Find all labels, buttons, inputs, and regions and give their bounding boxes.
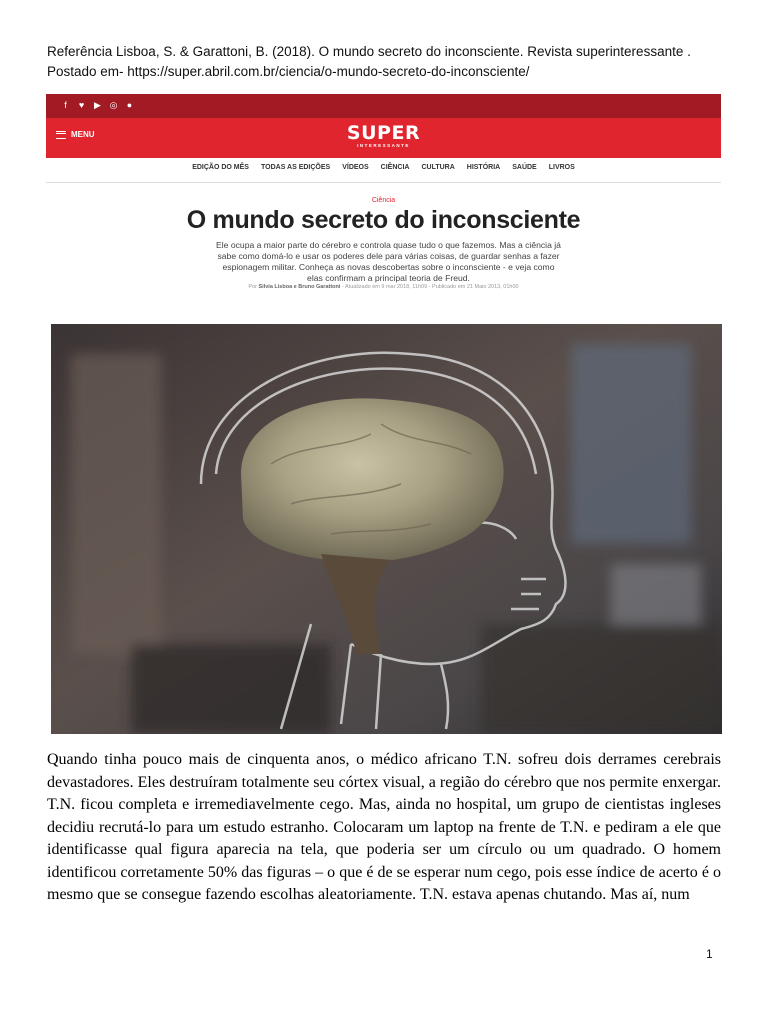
youtube-icon[interactable]: ▶	[94, 100, 101, 110]
nav-item-cultura[interactable]: CULTURA	[421, 164, 455, 171]
spotify-icon[interactable]: ●	[126, 100, 133, 110]
article-body-text: Quando tinha pouco mais de cinquenta anos, o médico africano T.N. sofreu dois derrames cerebrais devastadores. Eles destruíram totalmente seu córtex visual, a região do cérebro que nos permite enxergar. T.N. ficou completa e irremediavelmente cego. Mas, ainda no hospital, um grupo de cientistas ingleses decidiu recrutá-lo para um estudo estranho. Colocaram um laptop na frente de T.N. e pediram a ele que identificasse qual figura aparecia na tela, que poderia ser um círculo ou um quadrado. O homem identificou corretamente 50% das figuras – o que é de se esperar num cego, pois esse índice de acerto é o mesmo que se consegue fazendo escolhas aleatoriamente. T.N. estava apenas chutando. Mas aí, num	[47, 751, 721, 903]
nav-item-todas-as-edicoes[interactable]: TODAS AS EDIÇÕES	[260, 164, 331, 171]
nav-item-ciencia[interactable]: CIÊNCIA	[380, 164, 410, 171]
reference-citation: Referência Lisboa, S. & Garattoni, B. (2018). O mundo secreto do inconsciente. Revista superinteressante . Postado em- https://super.abril.com.br/ciencia/o-mundo-secreto-do-inconsciente/	[47, 44, 691, 79]
facebook-icon[interactable]: f	[64, 100, 67, 110]
article-lede: Ele ocupa a maior parte do cérebro e controla quase tudo o que fazemos. Mas a ciência já sabe como domá-lo e usar os poderes dele para várias coisas, de guardar senhas a fazer espionagem militar. Conheça as novas descobertas sobre o inconsciente - e veja como elas confirmam a principal teoria de Freud.	[216, 240, 561, 283]
header-bar	[46, 118, 721, 158]
main-nav	[46, 164, 721, 171]
brain-in-wire-skull-image	[51, 324, 722, 734]
nav-divider	[46, 182, 721, 183]
byline-dates: - Atualizado em 9 mar 2018, 11h09 - Publicado em 21 Maio 2013, 01h00	[340, 284, 519, 290]
nav-item-edicao-do-mes[interactable]: EDIÇÃO DO MÊS	[192, 164, 249, 171]
nav-item-historia[interactable]: HISTÓRIA	[466, 164, 501, 171]
instagram-icon[interactable]: ◎	[109, 100, 118, 110]
article-byline	[46, 284, 721, 290]
super-logo[interactable]	[46, 123, 721, 149]
nav-item-videos[interactable]: VÍDEOS	[342, 164, 369, 171]
twitter-icon[interactable]: ♥	[78, 100, 85, 110]
byline-authors[interactable]: Sílvia Lisboa e Bruno Garattoni	[258, 284, 341, 290]
logo-main: SUPER	[346, 122, 421, 144]
article-headline: O mundo secreto do inconsciente	[186, 206, 581, 234]
article-category[interactable]: Ciência	[371, 197, 396, 204]
byline-prefix: Por	[248, 284, 259, 290]
nav-item-livros[interactable]: LIVROS	[548, 164, 575, 171]
top-bar	[46, 94, 721, 118]
logo-sub: INTERESSANTE	[357, 143, 410, 148]
nav-item-saude[interactable]: SAÚDE	[512, 164, 537, 171]
page-number: 1	[706, 947, 713, 961]
menu-label: MENU	[71, 130, 95, 139]
social-icons	[60, 100, 135, 111]
article-screenshot	[46, 94, 721, 299]
